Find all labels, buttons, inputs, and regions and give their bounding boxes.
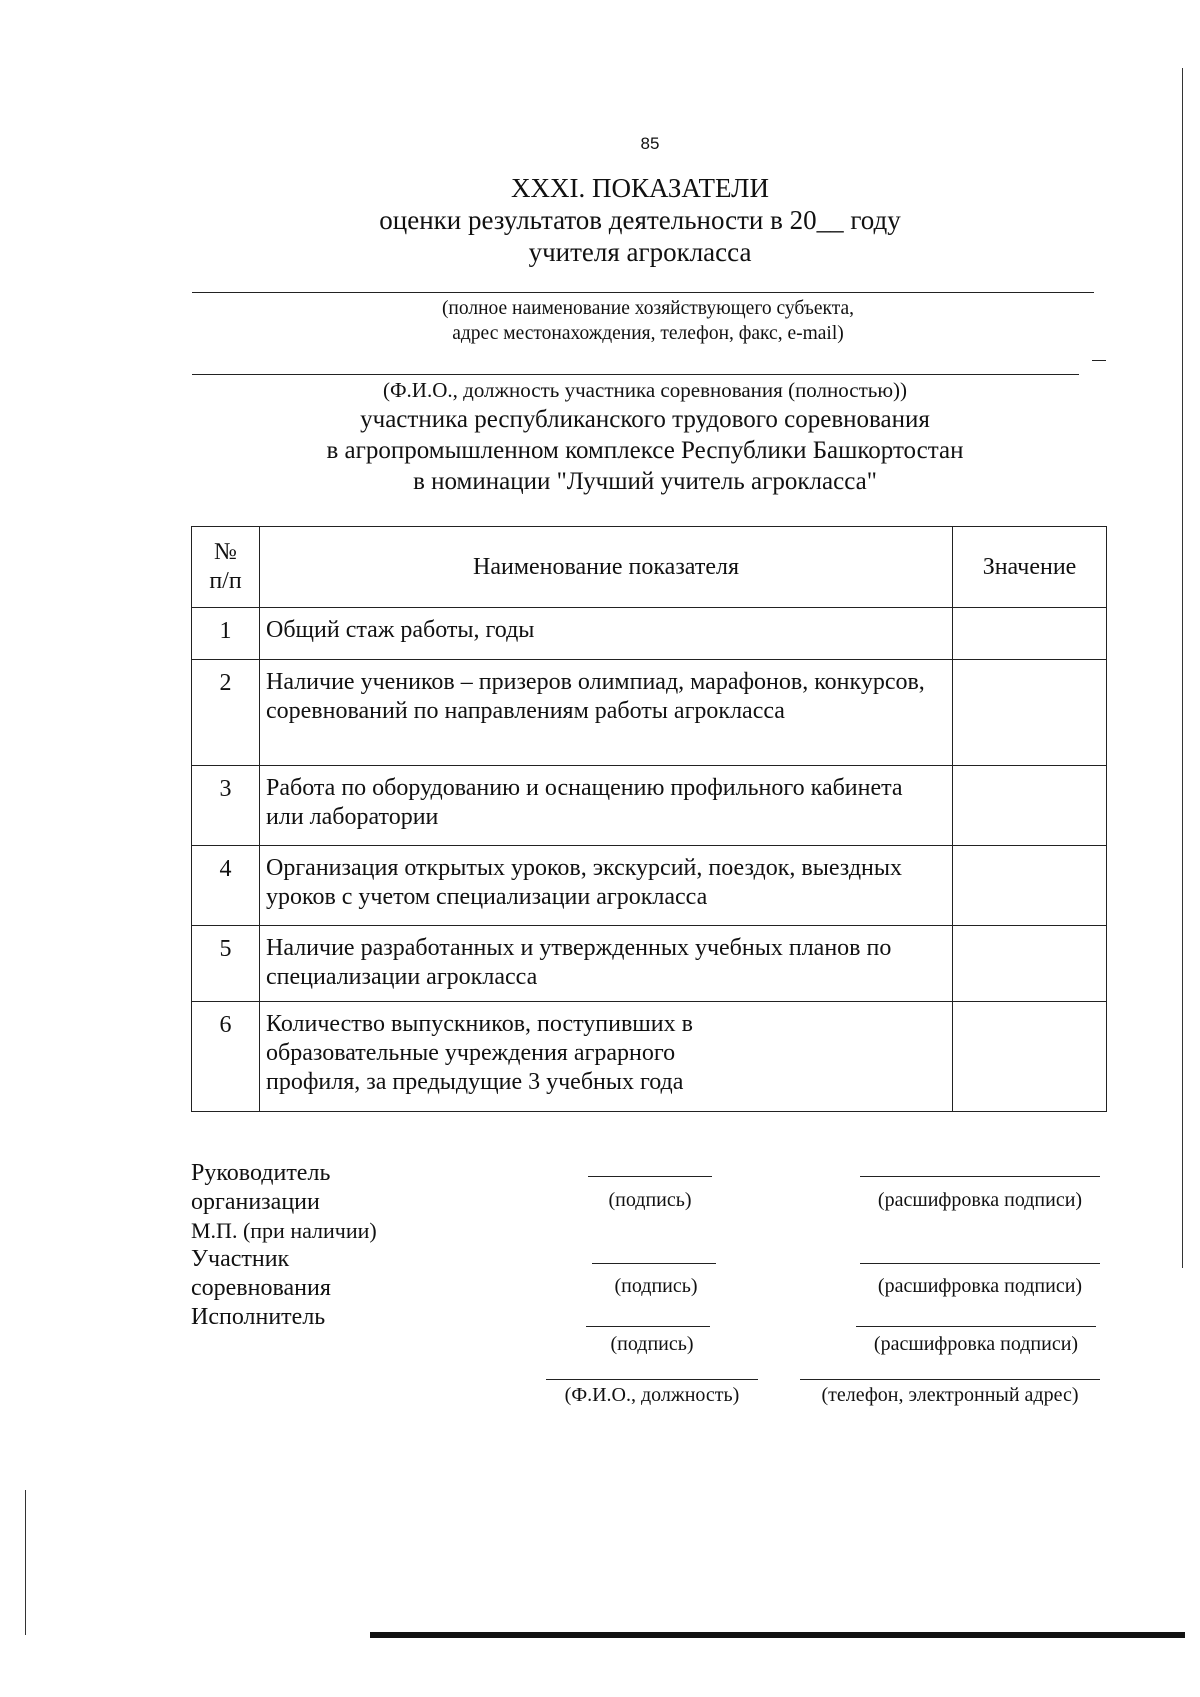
table-row [192, 608, 1107, 660]
subtitle-line-3: в номинации "Лучший учитель агрокласса" [413, 468, 877, 495]
row-value [953, 766, 1107, 846]
page-number: 85 [640, 134, 660, 153]
participant-caption: (Ф.И.О., должность участника соревнования (полностью)) [382, 378, 908, 402]
contact-line [800, 1379, 1100, 1380]
head-signature-line [588, 1176, 712, 1177]
entity-caption [48, 296, 1200, 346]
entity-caption-line-2: адрес местонахождения, телефон, факс, e-mail) [452, 323, 844, 344]
scan-edge-left [25, 1490, 26, 1635]
table-row [192, 1002, 1107, 1112]
stamp-label: М.П. (при наличии) [191, 1218, 377, 1243]
entity-caption-line-1: (полное наименование хозяйствующего субъекта, [441, 298, 855, 319]
row-name: Организация открытых уроков, экскурсий, поездок, выездных уроков с учетом специализации агрокласса [260, 846, 953, 926]
row-name: Работа по оборудованию и оснащению профильного кабинета или лаборатории [260, 766, 953, 846]
subtitle-line-2: в агропромышленном комплексе Республики Башкортостан [326, 437, 964, 464]
executor-signature-caption: (подпись) [610, 1333, 694, 1355]
executor-decoding-caption: (расшифровка подписи) [873, 1333, 1079, 1355]
table-row [192, 766, 1107, 846]
fio-line [546, 1379, 758, 1380]
participant-line-dash [1092, 360, 1106, 361]
document-subtitle [45, 404, 1200, 497]
row-name: Наличие разработанных и утвержденных учебных планов по специализации агрокласса [260, 926, 953, 1002]
row-num: 2 [192, 660, 260, 766]
header-value: Значение [953, 527, 1107, 608]
participant-label-line-2: соревнования [191, 1275, 331, 1301]
row-name: Количество выпускников, поступивших в образовательные учреждения аграрного профиля, за предыдущие 3 учебных года [260, 1002, 953, 1112]
entity-name-field-line [192, 292, 1094, 293]
indicators-table [191, 526, 1107, 1112]
table-row [192, 926, 1107, 1002]
participant-decoding-line [860, 1263, 1100, 1264]
document-title [40, 172, 1200, 268]
executor-decoding-line [856, 1326, 1096, 1327]
row-value [953, 926, 1107, 1002]
participant-decoding-caption: (расшифровка подписи) [877, 1275, 1083, 1297]
executor-label: Исполнитель [191, 1304, 326, 1330]
row-value [953, 660, 1107, 766]
participant-signature-caption: (подпись) [614, 1275, 698, 1297]
table-row [192, 846, 1107, 926]
row-name: Наличие учеников – призеров олимпиад, марафонов, конкурсов, соревнований по направлениям работы агрокласса [260, 660, 953, 766]
head-of-organization-label [191, 1159, 330, 1217]
row-num: 4 [192, 846, 260, 926]
head-decoding-line [860, 1176, 1100, 1177]
participant-name-field-line [192, 374, 1079, 375]
row-name: Общий стаж работы, годы [260, 608, 953, 660]
head-decoding-caption: (расшифровка подписи) [877, 1189, 1083, 1211]
row-value [953, 608, 1107, 660]
participant-label [191, 1245, 331, 1303]
contact-caption: (телефон, электронный адрес) [821, 1384, 1079, 1406]
head-signature-caption: (подпись) [608, 1189, 692, 1211]
row-num: 3 [192, 766, 260, 846]
participant-signature-line [592, 1263, 716, 1264]
head-label-line-1: Руководитель [191, 1160, 331, 1186]
table-row [192, 660, 1107, 766]
row-num: 5 [192, 926, 260, 1002]
scan-edge-right [1182, 68, 1183, 1268]
head-label-line-2: организации [191, 1189, 320, 1215]
subtitle-line-1: участника республиканского трудового соревнования [360, 406, 930, 433]
title-line-1: XXXI. ПОКАЗАТЕЛИ [511, 173, 769, 203]
title-line-3: учителя агрокласса [528, 237, 752, 267]
row-value [953, 846, 1107, 926]
participant-label-line-1: Участник [191, 1246, 290, 1272]
header-num: № п/п [192, 527, 260, 608]
row-num: 6 [192, 1002, 260, 1112]
row-value [953, 1002, 1107, 1112]
row-num: 1 [192, 608, 260, 660]
fio-caption: (Ф.И.О., должность) [564, 1384, 740, 1406]
table-header-row [192, 527, 1107, 608]
header-name: Наименование показателя [260, 527, 953, 608]
scan-edge-bottom [370, 1632, 1185, 1638]
executor-signature-line [586, 1326, 710, 1327]
title-line-2: оценки результатов деятельности в 20__ году [379, 205, 901, 235]
